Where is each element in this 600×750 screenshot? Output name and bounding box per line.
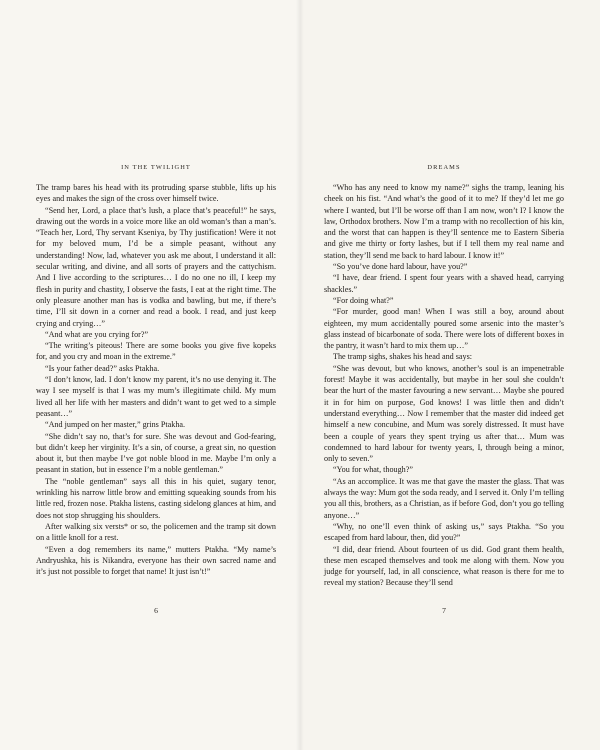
paragraph: “I have, dear friend. I spent four years with a shaved head, carrying shackles.” (324, 273, 564, 294)
paragraph: The tramp sighs, shakes his head and says: (333, 352, 473, 362)
paragraph: “Who has any need to know my name?” sighs the tramp, leaning his cheek on his fist. “And what’s the good of it to me? If they’d let me go where I wanted, but I’ll be worse off than I am now, won’t I? I know the law, Orthodox brothers. Now I’m a tramp with no recollection of his kin, and the worst that can happen is they’ll sentence me to Eastern Siberia and give me thirty or forty lashes, but if I tell them my real name and station, they’ll send me back to hard labour. I know it!” (324, 183, 564, 260)
paragraph: “The writing’s piteous! There are some books you give five kopeks for, and you cry and moan in the extreme.” (36, 341, 276, 362)
paragraph: “As an accomplice. It was me that gave the master the glass. That was always the way: Mum got the soda ready, and I served it. Only I’m telling you all this, brothers, as a Christian, as if before God, don’t you go telling anyone…” (324, 476, 565, 520)
right-page-text (324, 182, 564, 589)
paragraph: “For murder, good man! When I was still a boy, around about eighteen, my mum accidentally poured some arsenic into the master’s glass instead of bicarbonate of soda. There were lots of different boxes in the pantry, it wasn’t hard to mix them up…” (324, 307, 564, 351)
running-head-right: DREAMS (427, 164, 461, 171)
page-number-left: 6 (154, 606, 158, 615)
paragraph: “And what are you crying for?” (45, 329, 149, 339)
paragraph: “She was devout, but who knows, another’s soul is an impenetrable forest! Maybe it was accidentally, but maybe in her soul she couldn’t bear the hurt of the master favouring a new servant… Maybe she poured it in for him on purpose, God knows! I was little then and didn’t understand everything… Now I remember that the master did indeed get himself a new concubine, and Mum was sorely distressed. It must have been a couple of years they spent trying us after that… Mum was condemned to hard labour for twenty years, I, through being a minor, only to seven.” (324, 363, 564, 464)
paragraph: “She didn’t say no, that’s for sure. She was devout and God-fearing, but didn’t keep her virginity. It’s a sin, of course, a great sin, no question about it, but then maybe I’ve got noble blood in me. Maybe I’m only a peasant in station, but in essence I’m a noble gentleman.” (36, 431, 276, 475)
paragraph: “Why, no one’ll even think of asking us,” says Ptakha. “So you escaped from hard labour, then, did you?” (324, 521, 564, 543)
left-page-text (36, 182, 276, 577)
paragraph: “So you’ve done hard labour, have you?” (333, 262, 468, 272)
paragraph: “For doing what?” (333, 295, 394, 305)
paragraph: After walking six versts* or so, the policemen and the tramp sit down on a little knoll for a rest. (36, 521, 276, 543)
paragraph: “Send her, Lord, a place that’s lush, a place that’s peaceful!” he says, drawing out the words in a voice more like an old woman’s than a man’s. “Teach her, Lord, Thy servant Kseniya, by Thy justification! Were it not for my beloved mum, I’d be a simple peasant, without any understanding! Now, lad, whatever you ask me about, I understand it all: secular writing, and divine, and all sorts of prayers and the cattychism. And I live according to the scriptures… I do no one no ill, I keep my flesh in purity and chastity, I observe the fasts, I eat at the right time. The only pleasure another man has is vodka and bawling, but me, if there’s time, I’ll sit down in a corner and read a book. I read, and just keep crying and crying…” (36, 205, 276, 328)
right-page (300, 0, 600, 750)
paragraph: The tramp bares his head with its protruding sparse stubble, lifts up his eyes and makes the sign of the cross over himself twice. (36, 183, 276, 204)
page-number-right: 7 (442, 606, 446, 615)
paragraph: “Even a dog remembers its name,” mutters Ptakha. “My name’s Andryushka, his is Nikandra, everyone has their own sacred name and it’s just not possible to forget that name! It just isn’t!” (36, 544, 276, 577)
paragraph: “And jumped on her master,” grins Ptakha. (45, 420, 186, 430)
paragraph: “I did, dear friend. About fourteen of us did. God grant them health, these men escaped themselves and took me along with them. Now you judge for yourself, lad, in all conscience, what reason is there for me to reveal my station? Because they’ll send (324, 544, 564, 588)
running-head-left: IN THE TWILIGHT (121, 164, 191, 171)
paragraph: The “noble gentleman” says all this in his quiet, sugary tenor, wrinkling his narrow little brow and emitting squeaking sounds from his little red, frozen nose. Ptakha listens, casting sidelong glances at him, and does not stop shrugging his shoulders. (36, 476, 276, 520)
paragraph: “I don’t know, lad. I don’t know my parent, it’s no use denying it. The way I see myself is that I was my mum’s illegitimate child. My mum lived all her life with her masters and didn’t want to get wed to a simple peasant…” (36, 375, 276, 418)
paragraph: “You for what, though?” (333, 465, 413, 475)
paragraph: “Is your father dead?” asks Ptakha. (45, 363, 160, 373)
book-gutter (296, 0, 304, 750)
